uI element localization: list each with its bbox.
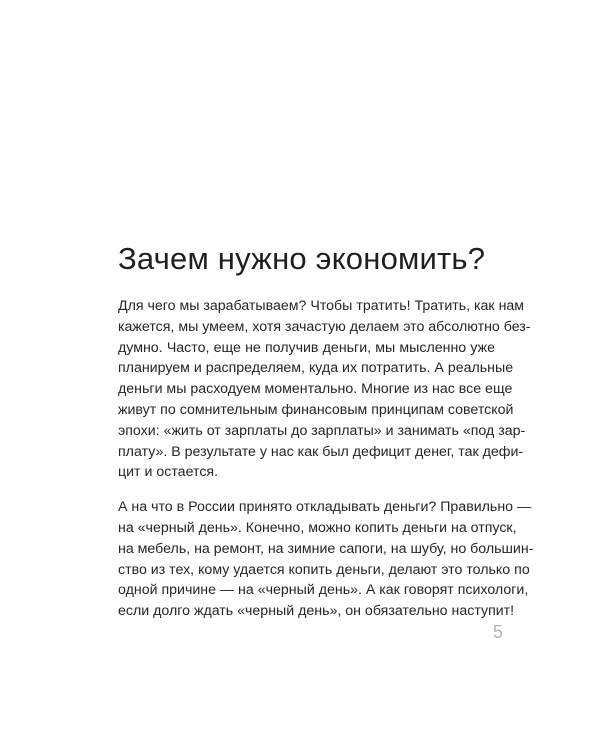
- text-line: планируем и распределяем, куда их потратить. А реальные: [118, 360, 514, 377]
- text-line: живут по сомнительным финансовым принципам советской: [118, 401, 514, 418]
- page-number: 5: [493, 622, 504, 642]
- text-line: ство из тех, кому удается копить деньги, делают это только по: [118, 561, 530, 578]
- text-line: на «черный день». Конечно, можно копить деньги на отпуск,: [118, 519, 517, 536]
- text-line: деньги мы расходуем моментально. Многие из нас все еще: [118, 381, 513, 398]
- page-title: Зачем нужно экономить?: [118, 240, 486, 276]
- text-line: эпохи: «жить от зарплаты до зарплаты» и занимать «под зар-: [118, 422, 526, 439]
- text-line: если долго ждать «черный день», он обязательно наступит!: [118, 603, 515, 620]
- text-line: цит и остается.: [118, 464, 219, 481]
- text-line: Для чего мы зарабатываем? Чтобы тратить! Тратить, как нам: [118, 298, 525, 314]
- text-line: кажется, мы умеем, хотя зачастую делаем это абсолютно без-: [118, 318, 531, 335]
- text-line: одной причине — на «черный день». А как говорят психологи,: [118, 582, 529, 599]
- text-line: на мебель, на ремонт, на зимние сапоги, на шубу, но большин-: [118, 540, 534, 557]
- text-line: думно. Часто, еще не получив деньги, мы мысленно уже: [118, 339, 495, 356]
- paragraph-1: [118, 296, 531, 483]
- body-text: [118, 296, 534, 622]
- text-line: плату». В результате у нас как был дефицит денег, так дефи-: [118, 443, 524, 460]
- paragraph-2: [118, 497, 534, 622]
- text-line: А на что в России принято откладывать деньги? Правильно —: [118, 499, 532, 516]
